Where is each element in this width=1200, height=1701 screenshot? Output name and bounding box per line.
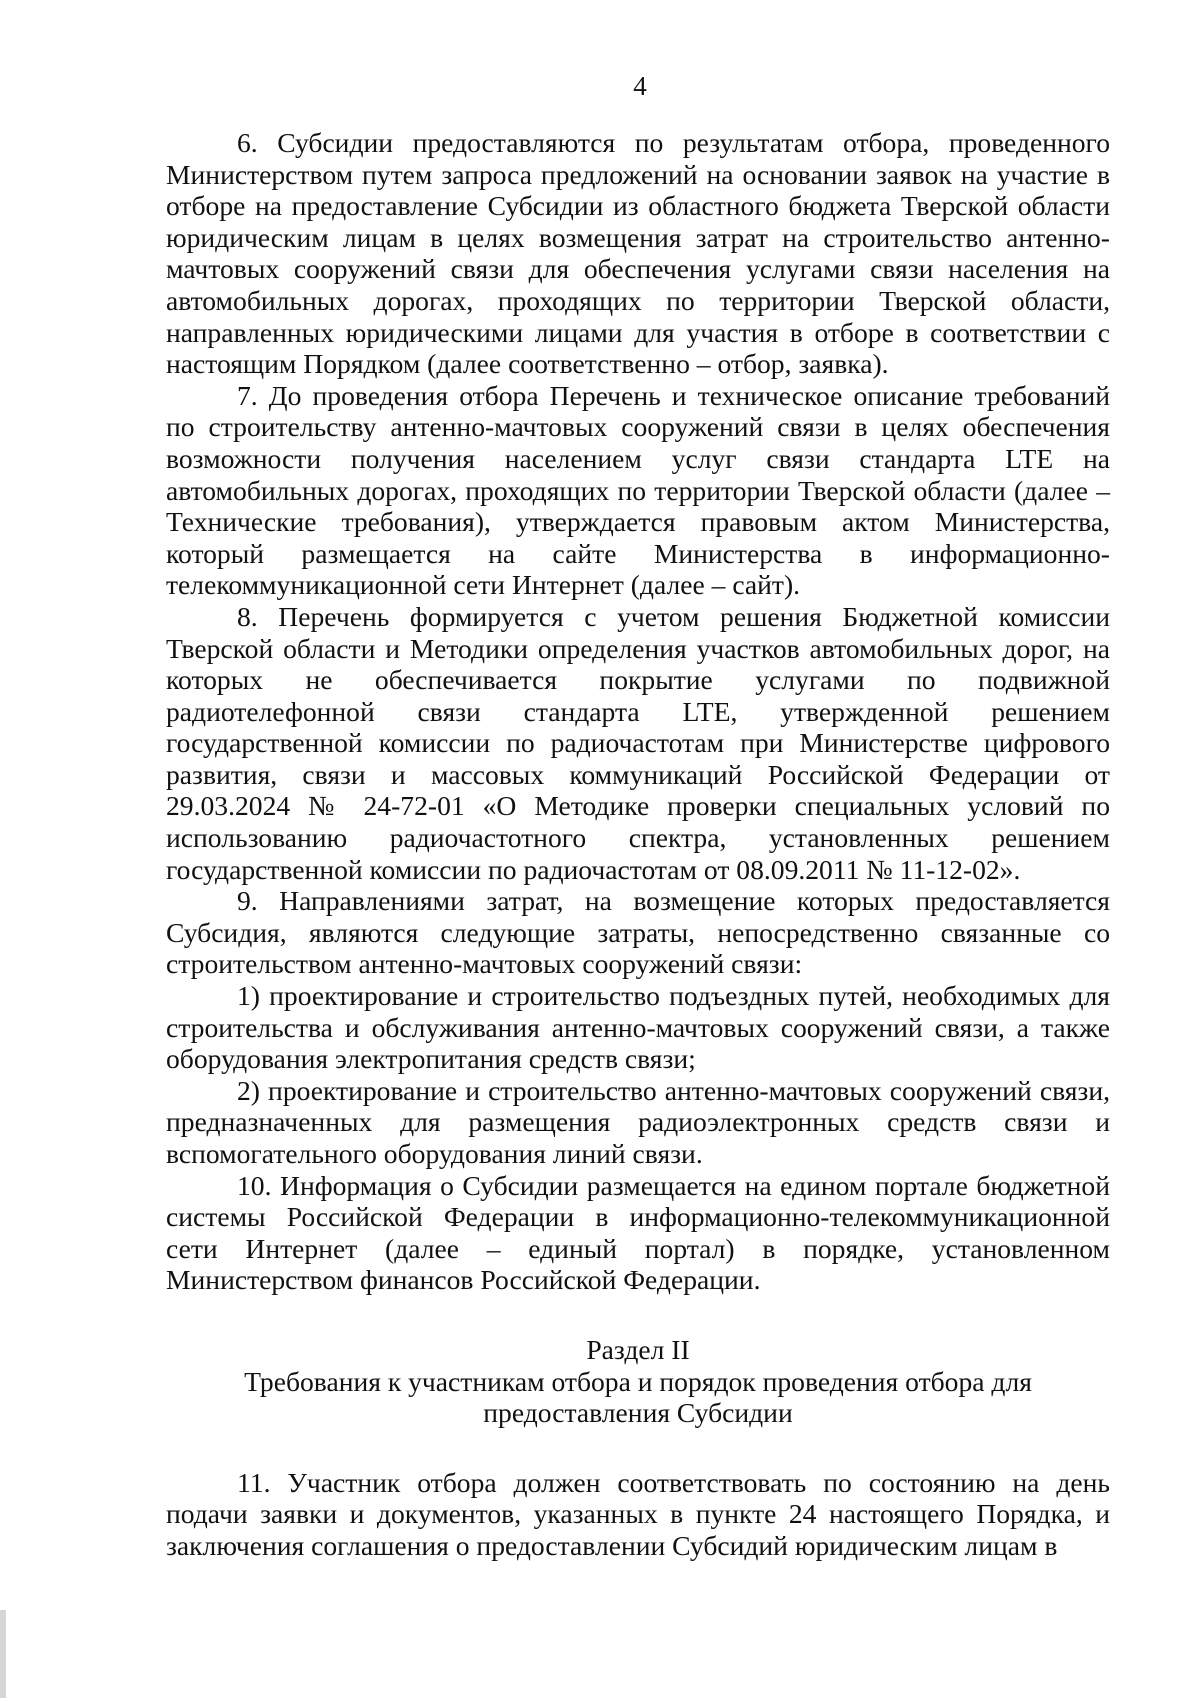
section-title: Раздел II (586, 1333, 690, 1365)
scan-edge-shadow (0, 1610, 6, 1698)
paragraph-6: 6. Субсидии предоставляются по результатам отбора, проведенного Министерством путем запроса предложений на основании заявок на участие в отборе на предоставление Субсидии из областного бюджета Тверской области юридическим лицам в целях возмещения затрат на строительство антенно-мачтовых сооружений связи для обеспечения услугами связи населения на автомобильных дорогах, проходящих по территории Тверской области, направленных юридическими лицами для участия в отборе в соответствии с настоящим Порядком (далее соответственно – отбор, заявка). (166, 127, 1110, 380)
paragraph-11: 11. Участник отбора должен соответствовать по состоянию на день подачи заявки и документов, указанных в пункте 24 настоящего Порядка, и заключения соглашения о предоставлении Субсидий юридическим лицам в (166, 1466, 1110, 1561)
paragraph-9: 9. Направлениями затрат, на возмещение которых предоставляется Субсидия, являются следующие затраты, непосредственно связанные со строительством антенно-мачтовых сооружений связи: (166, 885, 1110, 980)
paragraph-9-item-2: 2) проектирование и строительство антенно-мачтовых сооружений связи, предназначенных для размещения радиоэлектронных средств связи и вспомогательного оборудования линий связи. (166, 1074, 1110, 1169)
paragraph-7: 7. До проведения отбора Перечень и техническое описание требований по строительству антенно-мачтовых сооружений связи в целях обеспечения возможности получения населением услуг связи стандарта LTE на автомобильных дорогах, проходящих по территории Тверской области (далее – Технические требования), утверждается правовым актом Министерства, который размещается на сайте Министерства в информационно-телекоммуникационной сети Интернет (далее – сайт). (166, 379, 1110, 601)
document-body (166, 127, 1110, 1562)
paragraph-10: 10. Информация о Субсидии размещается на едином портале бюджетной системы Российской Федерации в информационно-телекоммуникационной сети Интернет (далее – единый портал) в порядке, установленном Министерством финансов Российской Федерации. (166, 1169, 1110, 1296)
section-subtitle: Требования к участникам отбора и порядок проведения отбора для предоставления Субсидии (244, 1365, 1032, 1429)
page-number: 4 (633, 71, 647, 101)
paragraph-9-item-1: 1) проектирование и строительство подъездных путей, необходимых для строительства и обслуживания антенно-мачтовых сооружений связи, а также оборудования электропитания средств связи; (166, 980, 1110, 1075)
paragraph-8: 8. Перечень формируется с учетом решения Бюджетной комиссии Тверской области и Методики определения участков автомобильных дорог, на которых не обеспечивается покрытие услугами по подвижной радиотелефонной связи стандарта LTE, утвержденной решением государственной комиссии по радиочастотам при Министерстве цифрового развития, связи и массовых коммуникаций Российской Федерации от 29.03.2024 № 24-72-01 «О Методике проверки специальных условий по использованию радиочастотного спектра, установленных решением государственной комиссии по радиочастотам от 08.09.2011 № 11-12-02». (166, 600, 1110, 885)
section-heading (166, 1334, 1110, 1429)
